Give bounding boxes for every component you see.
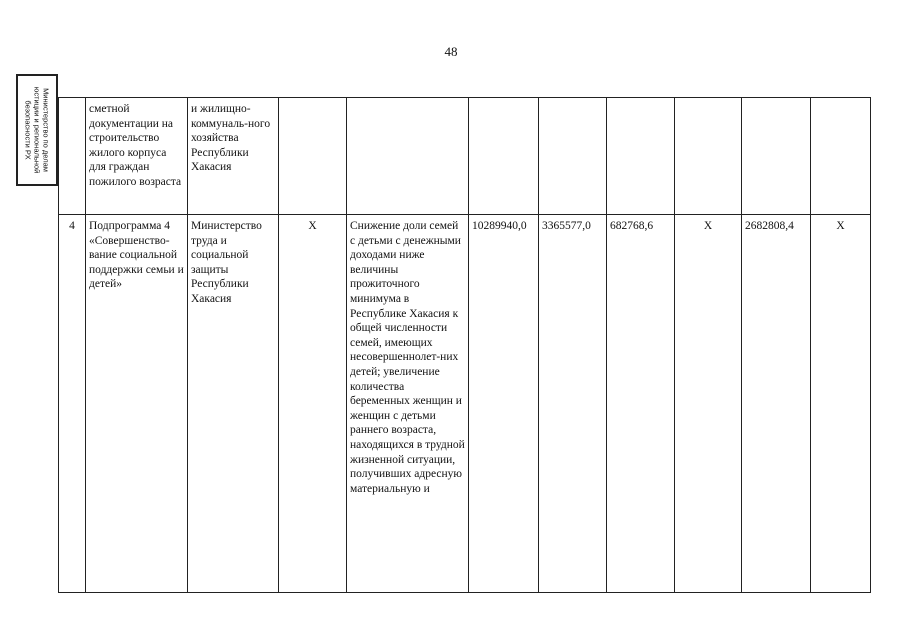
amount-cell: 3365577,0 (539, 215, 607, 593)
table-cell: X (279, 215, 347, 593)
table-cell (742, 98, 811, 215)
table-cell (607, 98, 675, 215)
activity-name-cell (86, 215, 188, 593)
executor-name: Министерство труда и социальной защиты Республики Хакасия (191, 220, 262, 305)
row-number-cell (59, 98, 86, 215)
ministry-stamp (16, 74, 58, 186)
activity-name: сметной документации на строительство жилого корпуса для граждан пожилого возраста (89, 103, 182, 188)
program-table (58, 97, 871, 593)
total-amount-cell: 10289940,0 (469, 215, 539, 593)
table-cell (675, 98, 742, 215)
table-cell: X (811, 215, 871, 593)
activity-name-cell (86, 98, 188, 215)
table-cell (539, 98, 607, 215)
executor-name: и жилищно-коммуналь-ного хозяйства Республики Хакасия (191, 103, 271, 174)
amount-cell: 2682808,4 (742, 215, 811, 593)
stamp-text: Министерство по делам юстиции и региональной безопасности РХ (23, 86, 51, 174)
row-number-cell: 4 (59, 215, 86, 593)
executor-cell (188, 215, 279, 593)
table-cell: X (675, 215, 742, 593)
indicator-cell (347, 98, 469, 215)
executor-cell (188, 98, 279, 215)
table-row (59, 215, 871, 593)
indicator-text: Снижение доли семей с детьми с денежными доходами ниже величины прожиточного минимума в Республике Хакасия к общей численности семей, имеющих несовершеннолет-них детей; увеличение количества беременных женщин и женщин с детьми раннего возраста, находящихся в трудной жизненной ситуации, получивших адресную материальную и (350, 220, 465, 495)
table-cell (279, 98, 347, 215)
table-cell (811, 98, 871, 215)
page-number: 48 (444, 44, 458, 59)
amount-cell: 682768,6 (607, 215, 675, 593)
table-cell (469, 98, 539, 215)
table-row (59, 98, 871, 215)
indicator-cell (347, 215, 469, 593)
activity-name: Подпрограмма 4 «Совершенство-вание социальной поддержки семьи и детей» (89, 220, 184, 291)
